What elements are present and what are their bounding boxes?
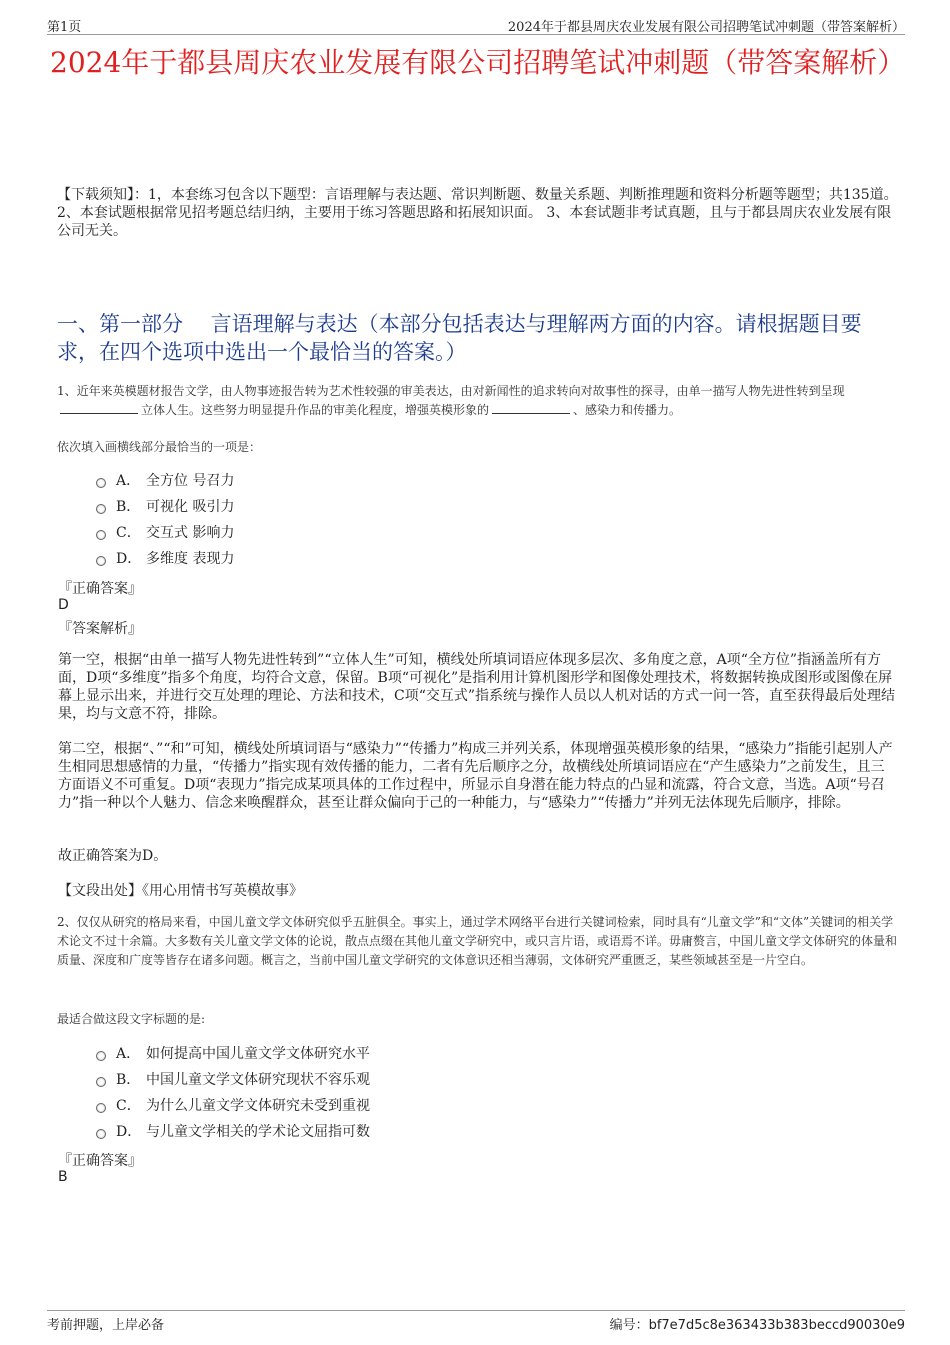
question-1-analysis-paragraph-2: 第二空，根据“、”“和”可知，横线处所填词语与“感染力”“传播力”构成三并列关系，体现增强英模形象的结果，“感染力”指能引起别人产生相同思想感情的力量，“传播力”指实现有效传播的能力，二者有先后顺序之分，故横线处所填词语应在“产生感染力”之前发生，且三方面语义不可重复。D项“表现力”指完成某项具体的工作过程中，所显示自身潜在能力特点的凸显和流露，符合文意，当选。A项“号召力”指一种以个人魅力、信念来唤醒群众，甚至让群众偏向于己的一种能力，与“感染力”“传播力”并列无法体现先后顺序，排除。 xyxy=(58,741,893,811)
page-number: 第1页 xyxy=(47,20,82,35)
download-notice: 【下载须知】：1，本套练习包含以下题型：言语理解与表达题、常识判断题、数量关系题、判断推理题和资料分析题等题型；共135道。 2、本套试题根据常见招考题总结归纳，主要用于练习答题思路和拓展知识面。 3、本套试题非考试真题，且与于都县周庆农业发展有限公司无关。 xyxy=(57,187,898,239)
question-1-option-b[interactable] xyxy=(96,493,234,519)
radio-icon[interactable] xyxy=(96,1103,106,1113)
question-1-text-part-b: 立体人生。这些努力明显提升作品的审美化程度，增强英模形象的 xyxy=(141,403,490,417)
question-2-answer: B xyxy=(58,1169,68,1185)
option-text: 与儿童文学相关的学术论文屈指可数 xyxy=(146,1124,370,1140)
question-1-conclusion: 故正确答案为D。 xyxy=(58,848,168,864)
question-2-answer-label: 『正确答案』 xyxy=(58,1153,142,1169)
question-2-option-c[interactable] xyxy=(96,1092,370,1118)
running-header-title: 2024年于都县周庆农业发展有限公司招聘笔试冲刺题（带答案解析） xyxy=(507,20,905,35)
question-1-options xyxy=(96,467,234,571)
radio-icon[interactable] xyxy=(96,556,106,566)
question-1-source: 【文段出处】《用心用情书写英模故事》 xyxy=(58,883,303,899)
option-text: 交互式 影响力 xyxy=(146,525,235,541)
question-1-blank-2 xyxy=(492,401,570,414)
radio-icon[interactable] xyxy=(96,504,106,514)
option-letter: C． xyxy=(116,525,141,541)
footer-slogan: 考前押题，上岸必备 xyxy=(47,1318,165,1333)
option-text: 可视化 吸引力 xyxy=(146,499,235,515)
question-1-text-part-a: 1、近年来英模题材报告文学，由人物事迹报告转为艺术性较强的审美表达，由对新闻性的追求转向对故事性的探寻，由单一描写人物先进性转到呈现 xyxy=(57,384,845,398)
question-1-answer-label: 『正确答案』 xyxy=(58,581,142,597)
option-letter: B． xyxy=(116,1072,141,1088)
option-letter: A． xyxy=(116,473,141,489)
question-2-options xyxy=(96,1040,370,1144)
question-1-option-d[interactable] xyxy=(96,545,234,571)
question-2-prompt: 最适合做这段文字标题的是: xyxy=(57,1012,206,1026)
question-2-option-a[interactable] xyxy=(96,1040,370,1066)
question-1-analysis-paragraph-1: 第一空，根据“由单一描写人物先进性转到”“立体人生”可知，横线处所填词语应体现多层次、多角度之意，A项“全方位”指涵盖所有方面，D项“多维度”指多个角度，均符合文意，保留。B项“可视化”是指利用计算机图形学和图像处理技术，将数据转换成图形或图像在屏幕上显示出来，并进行交互处理的理论、方法和技术，C项“交互式”指系统与操作人员以人机对话的方式一问一答，直至获得最后处理结果，均与文意不符，排除。 xyxy=(58,652,896,722)
question-1-text xyxy=(57,382,898,420)
question-2-text: 2、仅仅从研究的格局来看，中国儿童文学文体研究似乎五脏俱全。事实上，通过学术网络平台进行关键词检索，同时具有“儿童文学”和“文体”关键词的相关学术论文不过十余篇。大多数有关儿童文学文体的论说，散点点缀在其他儿童文学研究中，或只言片语，或语焉不详。毋庸赘言，中国儿童文学文体研究的体量和质量、深度和广度等皆存在诸多问题。概言之，当前中国儿童文学研究的文体意识还相当薄弱，文体研究严重匮乏，某些领域甚至是一片空白。 xyxy=(57,915,898,967)
option-letter: B． xyxy=(116,499,141,515)
option-letter: D． xyxy=(116,1124,142,1140)
option-text: 中国儿童文学文体研究现状不容乐观 xyxy=(146,1072,370,1088)
option-letter: A． xyxy=(116,1046,141,1062)
question-1-prompt: 依次填入画横线部分最恰当的一项是： xyxy=(57,440,262,454)
option-letter: C． xyxy=(116,1098,141,1114)
option-text: 如何提高中国儿童文学文体研究水平 xyxy=(146,1046,370,1062)
question-2-option-d[interactable] xyxy=(96,1118,370,1144)
question-2-option-b[interactable] xyxy=(96,1066,370,1092)
document-title: 2024年于都县周庆农业发展有限公司招聘笔试冲刺题（带答案解析） xyxy=(50,46,906,79)
question-1-answer: D xyxy=(58,597,69,613)
header-divider xyxy=(47,34,905,35)
question-1-option-a[interactable] xyxy=(96,467,234,493)
radio-icon[interactable] xyxy=(96,1077,106,1087)
option-text: 为什么儿童文学文体研究未受到重视 xyxy=(146,1098,370,1114)
question-1-analysis-label: 『答案解析』 xyxy=(58,621,142,637)
radio-icon[interactable] xyxy=(96,1051,106,1061)
footer-document-id: 编号：bf7e7d5c8e363433b383beccd90030e9 xyxy=(609,1318,905,1333)
option-letter: D． xyxy=(116,551,142,567)
radio-icon[interactable] xyxy=(96,478,106,488)
question-1-blank-1 xyxy=(60,401,138,414)
section-heading: 一、第一部分 言语理解与表达（本部分包括表达与理解两方面的内容。请根据题目要求，在四个选项中选出一个最恰当的答案。） xyxy=(57,312,862,364)
radio-icon[interactable] xyxy=(96,530,106,540)
footer-divider xyxy=(47,1310,905,1311)
question-1-option-c[interactable] xyxy=(96,519,234,545)
option-text: 多维度 表现力 xyxy=(146,551,235,567)
option-text: 全方位 号召力 xyxy=(146,473,235,489)
question-1-text-part-c: 、感染力和传播力。 xyxy=(573,403,682,417)
radio-icon[interactable] xyxy=(96,1129,106,1139)
